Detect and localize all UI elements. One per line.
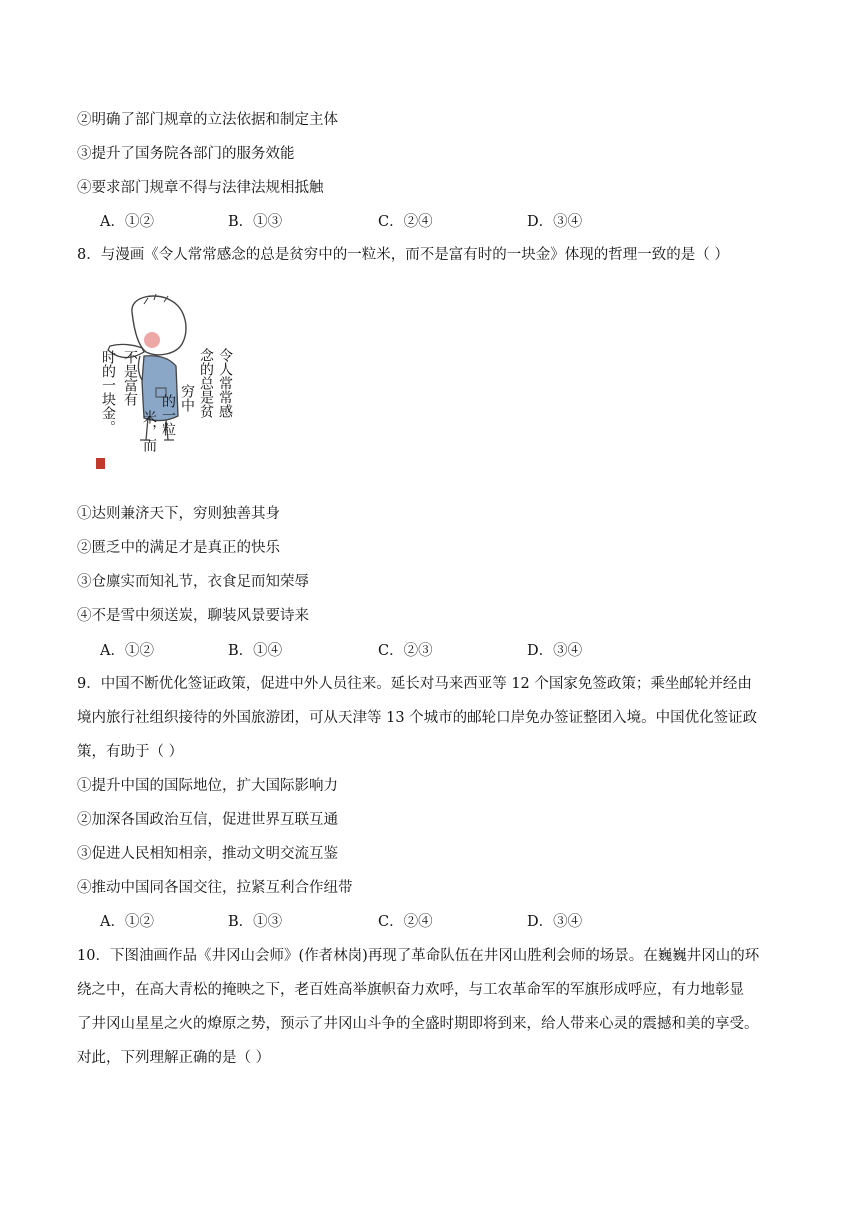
q9-option-c: C．②④: [378, 914, 433, 930]
q8-item-2: ②匮乏中的满足才是真正的快乐: [77, 540, 280, 556]
q8-option-d: D．③④: [527, 643, 583, 659]
q9-option-d: D．③④: [527, 914, 583, 930]
comic-left-caption-col-1: 不是富有: [122, 350, 138, 406]
q9-item-4: ④推动中国同各国交往，拉紧互利合作纽带: [77, 880, 353, 896]
q9-option-a: A．①②: [100, 914, 154, 930]
q7-option-a: A．①②: [100, 214, 154, 230]
q9-stem-line-1: 9．中国不断优化签证政策，促进中外人员往来。延长对马来西亚等 12 个国家免签政策；乘坐邮轮并经由: [77, 676, 752, 692]
q10-stem-line-1: 10．下图油画作品《井冈山会师》(作者林岗)再现了革命队伍在井冈山胜利会师的场景。在巍巍井冈山的环: [77, 948, 760, 964]
q9-stem-line-3: 策，有助于（ ）: [77, 744, 184, 760]
q8-option-a: A．①②: [100, 643, 154, 659]
q8-item-3: ③仓廪实而知礼节，衣食足而知荣辱: [77, 574, 309, 590]
comic-right-caption-col-4: 的一粒: [160, 394, 176, 436]
q7-item-2: ②明确了部门规章的立法依据和制定主体: [77, 112, 338, 128]
q10-stem-line-4: 对此，下列理解正确的是（ ）: [77, 1050, 271, 1066]
comic-right-caption-col-5: 米，而: [141, 410, 157, 452]
q8-stem: 8．与漫画《令人常常感念的总是贫穷中的一粒米，而不是富有时的一块金》体现的哲理一致的是（ ）: [77, 247, 729, 263]
comic-right-caption: [142, 348, 234, 476]
comic-left-caption: [94, 350, 140, 460]
q9-stem-line-2: 境内旅行社组织接待的外国旅游团，可从天津等 13 个城市的邮轮口岸免办签证整团入境。中国优化签证政: [77, 710, 758, 726]
q7-item-4: ④要求部门规章不得与法律法规相抵触: [77, 180, 324, 196]
q10-stem-line-2: 绕之中，在高大青松的掩映之下，老百姓高举旗帜奋力欢呼，与工农革命军的军旗形成呼应，有力地彰显: [77, 982, 744, 998]
comic-right-caption-col-1: 令人常常感: [217, 348, 233, 418]
q7-option-d: D．③④: [527, 214, 583, 230]
q9-option-b: B．①③: [228, 914, 283, 930]
q8-item-1: ①达则兼济天下，穷则独善其身: [77, 506, 280, 522]
q8-option-b: B．①④: [228, 643, 283, 659]
q9-item-2: ②加深各国政治互信，促进世界互联互通: [77, 812, 338, 828]
q7-item-3: ③提升了国务院各部门的服务效能: [77, 146, 295, 162]
comic-illustration: [86, 290, 236, 480]
q9-item-1: ①提升中国的国际地位，扩大国际影响力: [77, 778, 338, 794]
q8-option-c: C．②③: [378, 643, 433, 659]
q8-item-4: ④不是雪中须送炭，聊装风景要诗来: [77, 608, 309, 624]
q9-item-3: ③促进人民相知相亲，推动文明交流互鉴: [77, 846, 338, 862]
comic-right-caption-col-2: 念的总是贫: [198, 348, 214, 418]
comic-left-caption-col-2: 时的一块金。: [100, 350, 116, 434]
q10-stem-line-3: 了井冈山星星之火的燎原之势，预示了井冈山斗争的全盛时期即将到来，给人带来心灵的震撼和美的享受。: [77, 1016, 759, 1032]
comic-right-caption-col-3: 穷中: [179, 384, 195, 412]
q7-option-c: C．②④: [378, 214, 433, 230]
q7-option-b: B．①③: [228, 214, 283, 230]
